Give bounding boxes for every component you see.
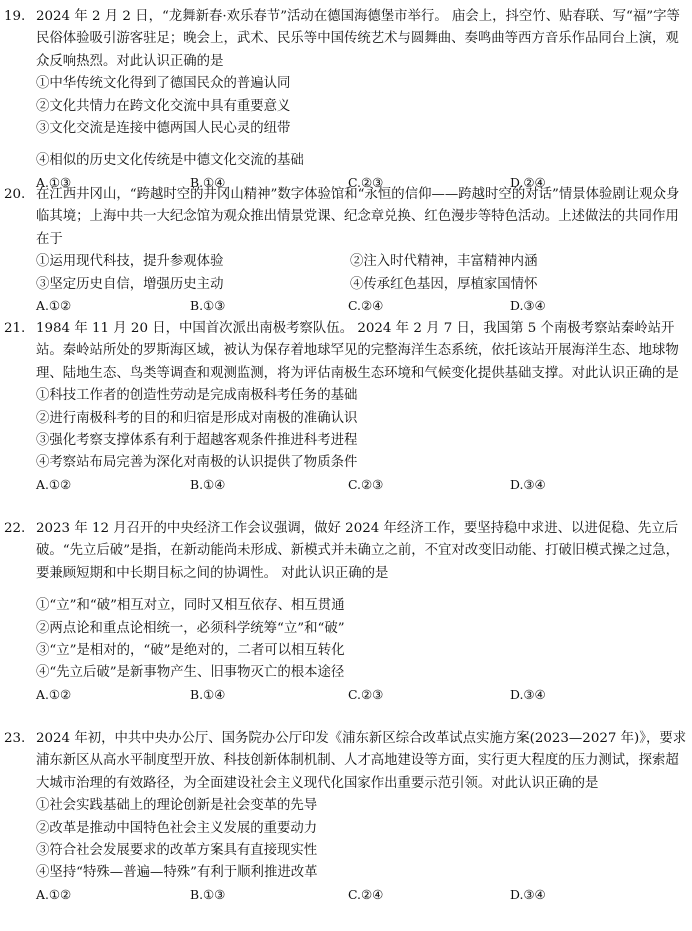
- option-b[interactable]: B.①③: [190, 886, 226, 902]
- question-number: 19.: [4, 9, 26, 24]
- question-number: 23.: [4, 731, 26, 746]
- statement-3: ③“立”是相对的，“破”是绝对的，二者可以相互转化: [36, 643, 345, 659]
- option-a[interactable]: A.①②: [36, 298, 72, 314]
- option-c[interactable]: C.②③: [348, 174, 384, 190]
- option-c[interactable]: C.②④: [348, 886, 384, 902]
- question-text: 在江西井冈山，“跨越时空的井冈山精神”数字体验馆和“永恒的信仰——跨越时空的对话”情景体验剧让观众身临其境；上海中共一大纪念馆为观众推出情景党课、纪念章兑换、红色漫步等特色活动。上述做法的共同作用在于: [36, 187, 680, 247]
- option-d[interactable]: D.③④: [510, 476, 546, 492]
- option-a[interactable]: A.①②: [36, 476, 72, 492]
- statement-1: ①运用现代科技，提升参观体验: [36, 254, 224, 270]
- option-d[interactable]: D.②④: [510, 174, 546, 190]
- question-text: 2023 年 12 月召开的中央经济工作会议强调，做好 2024 年经济工作，要坚持稳中求进、以进促稳、先立后破。“先立后破”是指，在新动能尚未形成、新模式并未确立之前，不宜对改变旧动能、打破旧模式操之过急，要兼顾短期和中长期目标之间的协调性。 对此认识正确的是: [36, 521, 680, 581]
- question-stem: [0, 6, 692, 73]
- statement-2: ②改革是推动中国特色社会主义发展的重要动力: [36, 820, 318, 836]
- question-text: 1984 年 11 月 20 日，中国首次派出南极考察队伍。 2024 年 2 月 7 日，我国第 5 个南极考察站秦岭站开站。秦岭站所处的罗斯海区域，被认为保存着地球罕见的完整海洋生态系统，依托该站开展海洋生态、地球物理、陆地生态、鸟类等调查和观测监测，将为评估南极生态环境和气候变化提供基础支撑。对此认识正确的是: [36, 321, 679, 381]
- statement-1: ①社会实践基础上的理论创新是社会变革的先导: [36, 798, 318, 814]
- statement-3: ③坚定历史自信，增强历史主动: [36, 276, 224, 292]
- statement-3: ③符合社会发展要求的改革方案具有直接现实性: [36, 843, 318, 859]
- question-23: [0, 728, 692, 905]
- question-number: 21.: [4, 321, 26, 336]
- option-a[interactable]: A.①②: [36, 686, 72, 702]
- answer-options: [0, 685, 692, 705]
- statement-1: ①科技工作者的创造性劳动是完成南极科考任务的基础: [36, 388, 358, 404]
- statement-2: ②文化共情力在跨文化交流中具有重要意义: [36, 98, 291, 114]
- option-c[interactable]: C.②④: [348, 298, 384, 314]
- statement-4: ④相似的历史文化传统是中德文化交流的基础: [36, 153, 304, 169]
- statements-grid: [0, 251, 692, 296]
- statement-3: ③强化考察支撑体系有利于超越客观条件推进科考进程: [36, 433, 358, 449]
- question-stem: [0, 518, 692, 585]
- question-number: 20.: [4, 187, 26, 202]
- question-text: 2024 年 2 月 2 日，“龙舞新春·欢乐春节”活动在德国海德堡市举行。 庙会上，抖空竹、贴春联、写“福”字等民俗体验吸引游客驻足；晚会上，武术、民乐等中国传统艺术与圆舞曲、奏鸣曲等西方音乐作品同台上演，观众反响热烈。对此认识正确的是: [36, 9, 680, 69]
- option-b[interactable]: B.①④: [190, 476, 226, 492]
- option-c[interactable]: C.②③: [348, 476, 384, 492]
- question-stem: [0, 318, 692, 385]
- option-b[interactable]: B.①④: [190, 174, 226, 190]
- question-20: [0, 184, 692, 316]
- question-19: [0, 6, 692, 193]
- statement-4: ④坚持“特殊—普遍—特殊”有利于顺利推进改革: [36, 865, 318, 881]
- question-number: 22.: [4, 521, 26, 536]
- statement-1: ①中华传统文化得到了德国民众的普遍认同: [36, 76, 291, 92]
- option-a[interactable]: A.①③: [36, 174, 72, 190]
- statement-3: ③文化交流是连接中德两国人民心灵的纽带: [36, 121, 291, 137]
- question-22: [0, 518, 692, 705]
- option-d[interactable]: D.③④: [510, 298, 546, 314]
- option-a[interactable]: A.①②: [36, 886, 72, 902]
- statement-2: ②两点论和重点论相统一，必须科学统筹“立”和“破”: [36, 620, 345, 636]
- answer-options: [0, 885, 692, 905]
- statement-4: ④“先立后破”是新事物产生、旧事物灭亡的根本途径: [36, 665, 345, 681]
- statement-4: ④考察站布局完善为深化对南极的认识提供了物质条件: [36, 455, 358, 471]
- question-21: [0, 318, 692, 495]
- option-c[interactable]: C.②③: [348, 686, 384, 702]
- statement-4: ④传承红色基因，厚植家国情怀: [350, 276, 538, 292]
- question-stem: [0, 184, 692, 251]
- question-text: 2024 年初，中共中央办公厅、国务院办公厅印发《浦东新区综合改革试点实施方案(2023—2027 年)》，要求浦东新区从高水平制度型开放、科技创新体制机制、人才高地建设等方面，实行更大程度的压力测试，探索超大城市治理的有效路径，为全面建设社会主义现代化国家作出重要示范引领。对此认识正确的是: [36, 731, 687, 791]
- answer-options: [0, 475, 692, 495]
- option-b[interactable]: B.①④: [190, 686, 226, 702]
- question-stem: [0, 728, 692, 795]
- statement-2: ②注入时代精神，丰富精神内涵: [350, 254, 538, 270]
- statement-1: ①“立”和“破”相互对立，同时又相互依存、相互贯通: [36, 598, 345, 614]
- option-b[interactable]: B.①③: [190, 298, 226, 314]
- option-d[interactable]: D.③④: [510, 686, 546, 702]
- option-d[interactable]: D.③④: [510, 886, 546, 902]
- statement-2: ②进行南极科考的目的和归宿是形成对南极的准确认识: [36, 410, 358, 426]
- answer-options: [0, 296, 692, 316]
